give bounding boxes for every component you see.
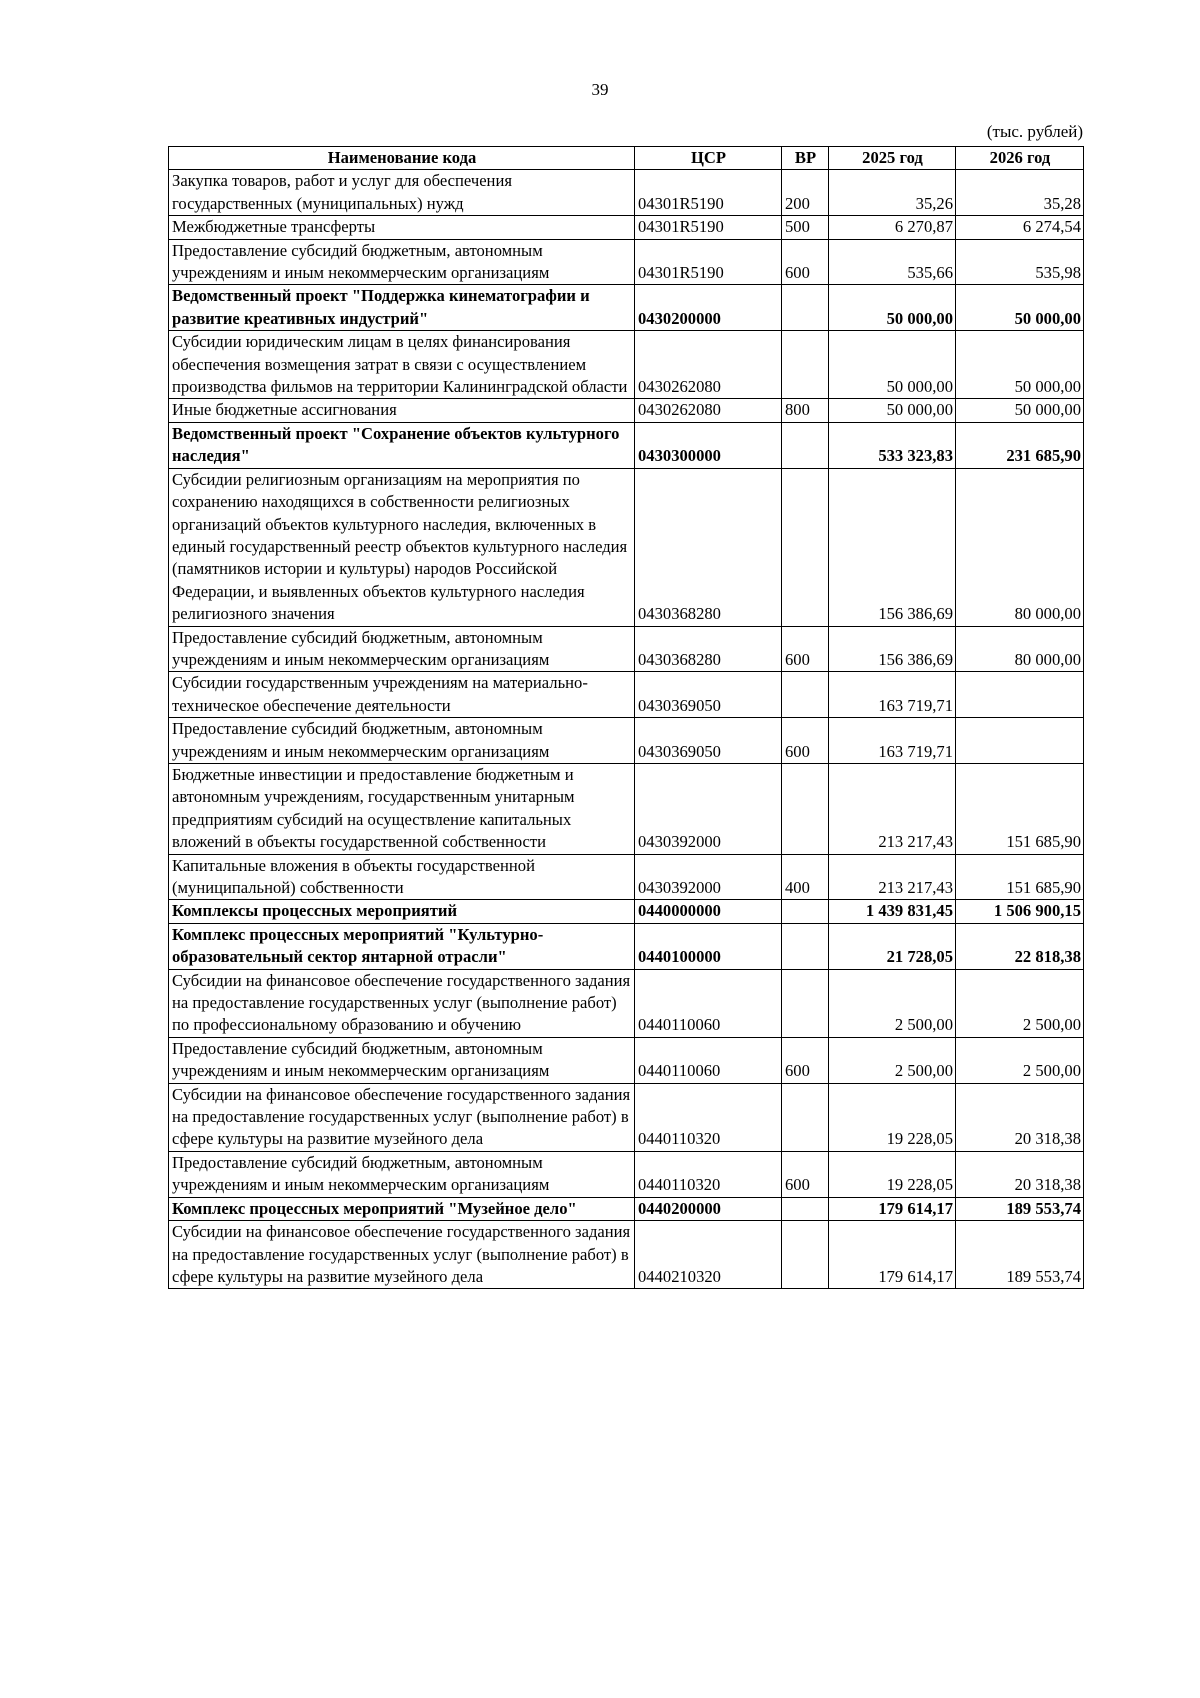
row-2025: 2 500,00 [829,1037,956,1083]
row-2026: 2 500,00 [956,969,1084,1037]
row-csr: 0430369050 [635,718,782,764]
row-name: Предоставление субсидий бюджетным, автономным учреждениям и иным некоммерческим организациям [169,239,635,285]
row-vr [782,763,829,854]
units-note: (тыс. рублей) [986,122,1083,141]
row-csr: 0430300000 [635,422,782,468]
row-name: Предоставление субсидий бюджетным, автономным учреждениям и иным некоммерческим организациям [169,718,635,764]
row-name: Закупка товаров, работ и услуг для обеспечения государственных (муниципальных) нужд [169,170,635,216]
table-row [169,1037,1084,1083]
row-vr [782,422,829,468]
row-vr [782,672,829,718]
row-csr: 0430368280 [635,626,782,672]
row-2025: 156 386,69 [829,626,956,672]
row-2025: 213 217,43 [829,854,956,900]
row-vr: 500 [782,216,829,239]
row-2026: 151 685,90 [956,763,1084,854]
table-row [169,626,1084,672]
row-2026: 231 685,90 [956,422,1084,468]
row-csr: 0440000000 [635,900,782,923]
row-vr [782,1221,829,1289]
row-vr: 600 [782,1037,829,1083]
table-row [169,331,1084,399]
row-vr [782,1083,829,1151]
row-2025: 6 270,87 [829,216,956,239]
row-2025: 19 228,05 [829,1083,956,1151]
row-2025: 179 614,17 [829,1221,956,1289]
row-csr: 0430369050 [635,672,782,718]
row-name: Ведомственный проект "Сохранение объектов культурного наследия" [169,422,635,468]
row-csr: 0430392000 [635,854,782,900]
row-2025: 19 228,05 [829,1151,956,1197]
row-2025: 179 614,17 [829,1197,956,1220]
table-row-section [169,923,1084,969]
header-name: Наименование кода [169,147,635,170]
row-2025: 533 323,83 [829,422,956,468]
row-csr: 04301R5190 [635,170,782,216]
row-2026: 80 000,00 [956,468,1084,626]
table-row [169,763,1084,854]
row-vr [782,969,829,1037]
header-csr: ЦСР [635,147,782,170]
row-2025: 50 000,00 [829,285,956,331]
row-vr [782,900,829,923]
table-row-section [169,1197,1084,1220]
row-name: Предоставление субсидий бюджетным, автономным учреждениям и иным некоммерческим организациям [169,626,635,672]
row-2026: 20 318,38 [956,1083,1084,1151]
table-row-section [169,422,1084,468]
row-2025: 213 217,43 [829,763,956,854]
row-2025: 35,26 [829,170,956,216]
table-row [169,239,1084,285]
table-row [169,216,1084,239]
row-name: Предоставление субсидий бюджетным, автономным учреждениям и иным некоммерческим организациям [169,1037,635,1083]
row-vr: 200 [782,170,829,216]
row-2025: 21 728,05 [829,923,956,969]
row-name: Субсидии юридическим лицам в целях финансирования обеспечения возмещения затрат в связи с осуществлением производства фильмов на территории Калининградской области [169,331,635,399]
table-row [169,1221,1084,1289]
row-name: Субсидии на финансовое обеспечение государственного задания на предоставление государственных услуг (выполнение работ) в сфере культуры на развитие музейного дела [169,1083,635,1151]
row-csr: 0430368280 [635,468,782,626]
row-csr: 0440110060 [635,1037,782,1083]
row-name: Комплексы процессных мероприятий [169,900,635,923]
row-csr: 0430200000 [635,285,782,331]
row-2025: 163 719,71 [829,718,956,764]
row-name: Субсидии государственным учреждениям на материально-техническое обеспечение деятельности [169,672,635,718]
row-vr: 600 [782,239,829,285]
table-row-section [169,900,1084,923]
row-2025: 535,66 [829,239,956,285]
table-row [169,399,1084,422]
row-2025: 156 386,69 [829,468,956,626]
table-row [169,1083,1084,1151]
row-2026: 50 000,00 [956,399,1084,422]
row-2025: 2 500,00 [829,969,956,1037]
row-vr: 600 [782,1151,829,1197]
row-2025: 50 000,00 [829,331,956,399]
table-row-section [169,285,1084,331]
row-name: Субсидии на финансовое обеспечение государственного задания на предоставление государственных услуг (выполнение работ) в сфере культуры на развитие музейного дела [169,1221,635,1289]
header-2025: 2025 год [829,147,956,170]
row-csr: 0440100000 [635,923,782,969]
row-name: Комплекс процессных мероприятий "Культурно-образовательный сектор янтарной отрасли" [169,923,635,969]
row-csr: 0440210320 [635,1221,782,1289]
table-row [169,468,1084,626]
table-row [169,718,1084,764]
row-csr: 0440110060 [635,969,782,1037]
page-number: 39 [591,80,609,99]
row-2026 [956,718,1084,764]
header-vr: ВР [782,147,829,170]
header-2026: 2026 год [956,147,1084,170]
row-vr: 400 [782,854,829,900]
row-name: Субсидии религиозным организациям на мероприятия по сохранению находящихся в собственности религиозных организаций объектов культурного наследия, включенных в единый государственный реестр объектов культурного наследия (памятников истории и культуры) народов Российской Федерации, и выявленных объектов культурного наследия религиозного значения [169,468,635,626]
row-2026: 1 506 900,15 [956,900,1084,923]
row-2026: 6 274,54 [956,216,1084,239]
row-name: Капитальные вложения в объекты государственной (муниципальной) собственности [169,854,635,900]
budget-table [168,146,1084,1289]
row-2026: 2 500,00 [956,1037,1084,1083]
table-row [169,672,1084,718]
row-2026 [956,672,1084,718]
table-row [169,854,1084,900]
table-header-row [169,147,1084,170]
row-vr [782,923,829,969]
row-name: Ведомственный проект "Поддержка кинематографии и развитие креативных индустрий" [169,285,635,331]
row-vr [782,468,829,626]
row-vr: 600 [782,718,829,764]
row-2026: 35,28 [956,170,1084,216]
row-name: Иные бюджетные ассигнования [169,399,635,422]
row-2026: 189 553,74 [956,1221,1084,1289]
row-2026: 80 000,00 [956,626,1084,672]
row-2026: 151 685,90 [956,854,1084,900]
row-csr: 0430262080 [635,399,782,422]
row-2025: 163 719,71 [829,672,956,718]
row-csr: 0440110320 [635,1083,782,1151]
row-csr: 0440110320 [635,1151,782,1197]
row-2026: 50 000,00 [956,285,1084,331]
row-name: Бюджетные инвестиции и предоставление бюджетным и автономным учреждениям, государственным унитарным предприятиям субсидий на осуществление капитальных вложений в объекты государственной собственности [169,763,635,854]
row-vr [782,331,829,399]
row-2025: 1 439 831,45 [829,900,956,923]
table-row [169,1151,1084,1197]
row-csr: 0440200000 [635,1197,782,1220]
row-csr: 04301R5190 [635,239,782,285]
row-csr: 0430392000 [635,763,782,854]
row-vr [782,1197,829,1220]
row-name: Комплекс процессных мероприятий "Музейное дело" [169,1197,635,1220]
row-2026: 535,98 [956,239,1084,285]
row-csr: 0430262080 [635,331,782,399]
table-row [169,170,1084,216]
row-name: Предоставление субсидий бюджетным, автономным учреждениям и иным некоммерческим организациям [169,1151,635,1197]
row-vr [782,285,829,331]
row-2026: 22 818,38 [956,923,1084,969]
row-vr: 800 [782,399,829,422]
row-name: Субсидии на финансовое обеспечение государственного задания на предоставление государственных услуг (выполнение работ) по профессиональному образованию и обучению [169,969,635,1037]
row-name: Межбюджетные трансферты [169,216,635,239]
row-2026: 189 553,74 [956,1197,1084,1220]
row-csr: 04301R5190 [635,216,782,239]
row-2026: 20 318,38 [956,1151,1084,1197]
table-row [169,969,1084,1037]
row-2026: 50 000,00 [956,331,1084,399]
row-2025: 50 000,00 [829,399,956,422]
row-vr: 600 [782,626,829,672]
